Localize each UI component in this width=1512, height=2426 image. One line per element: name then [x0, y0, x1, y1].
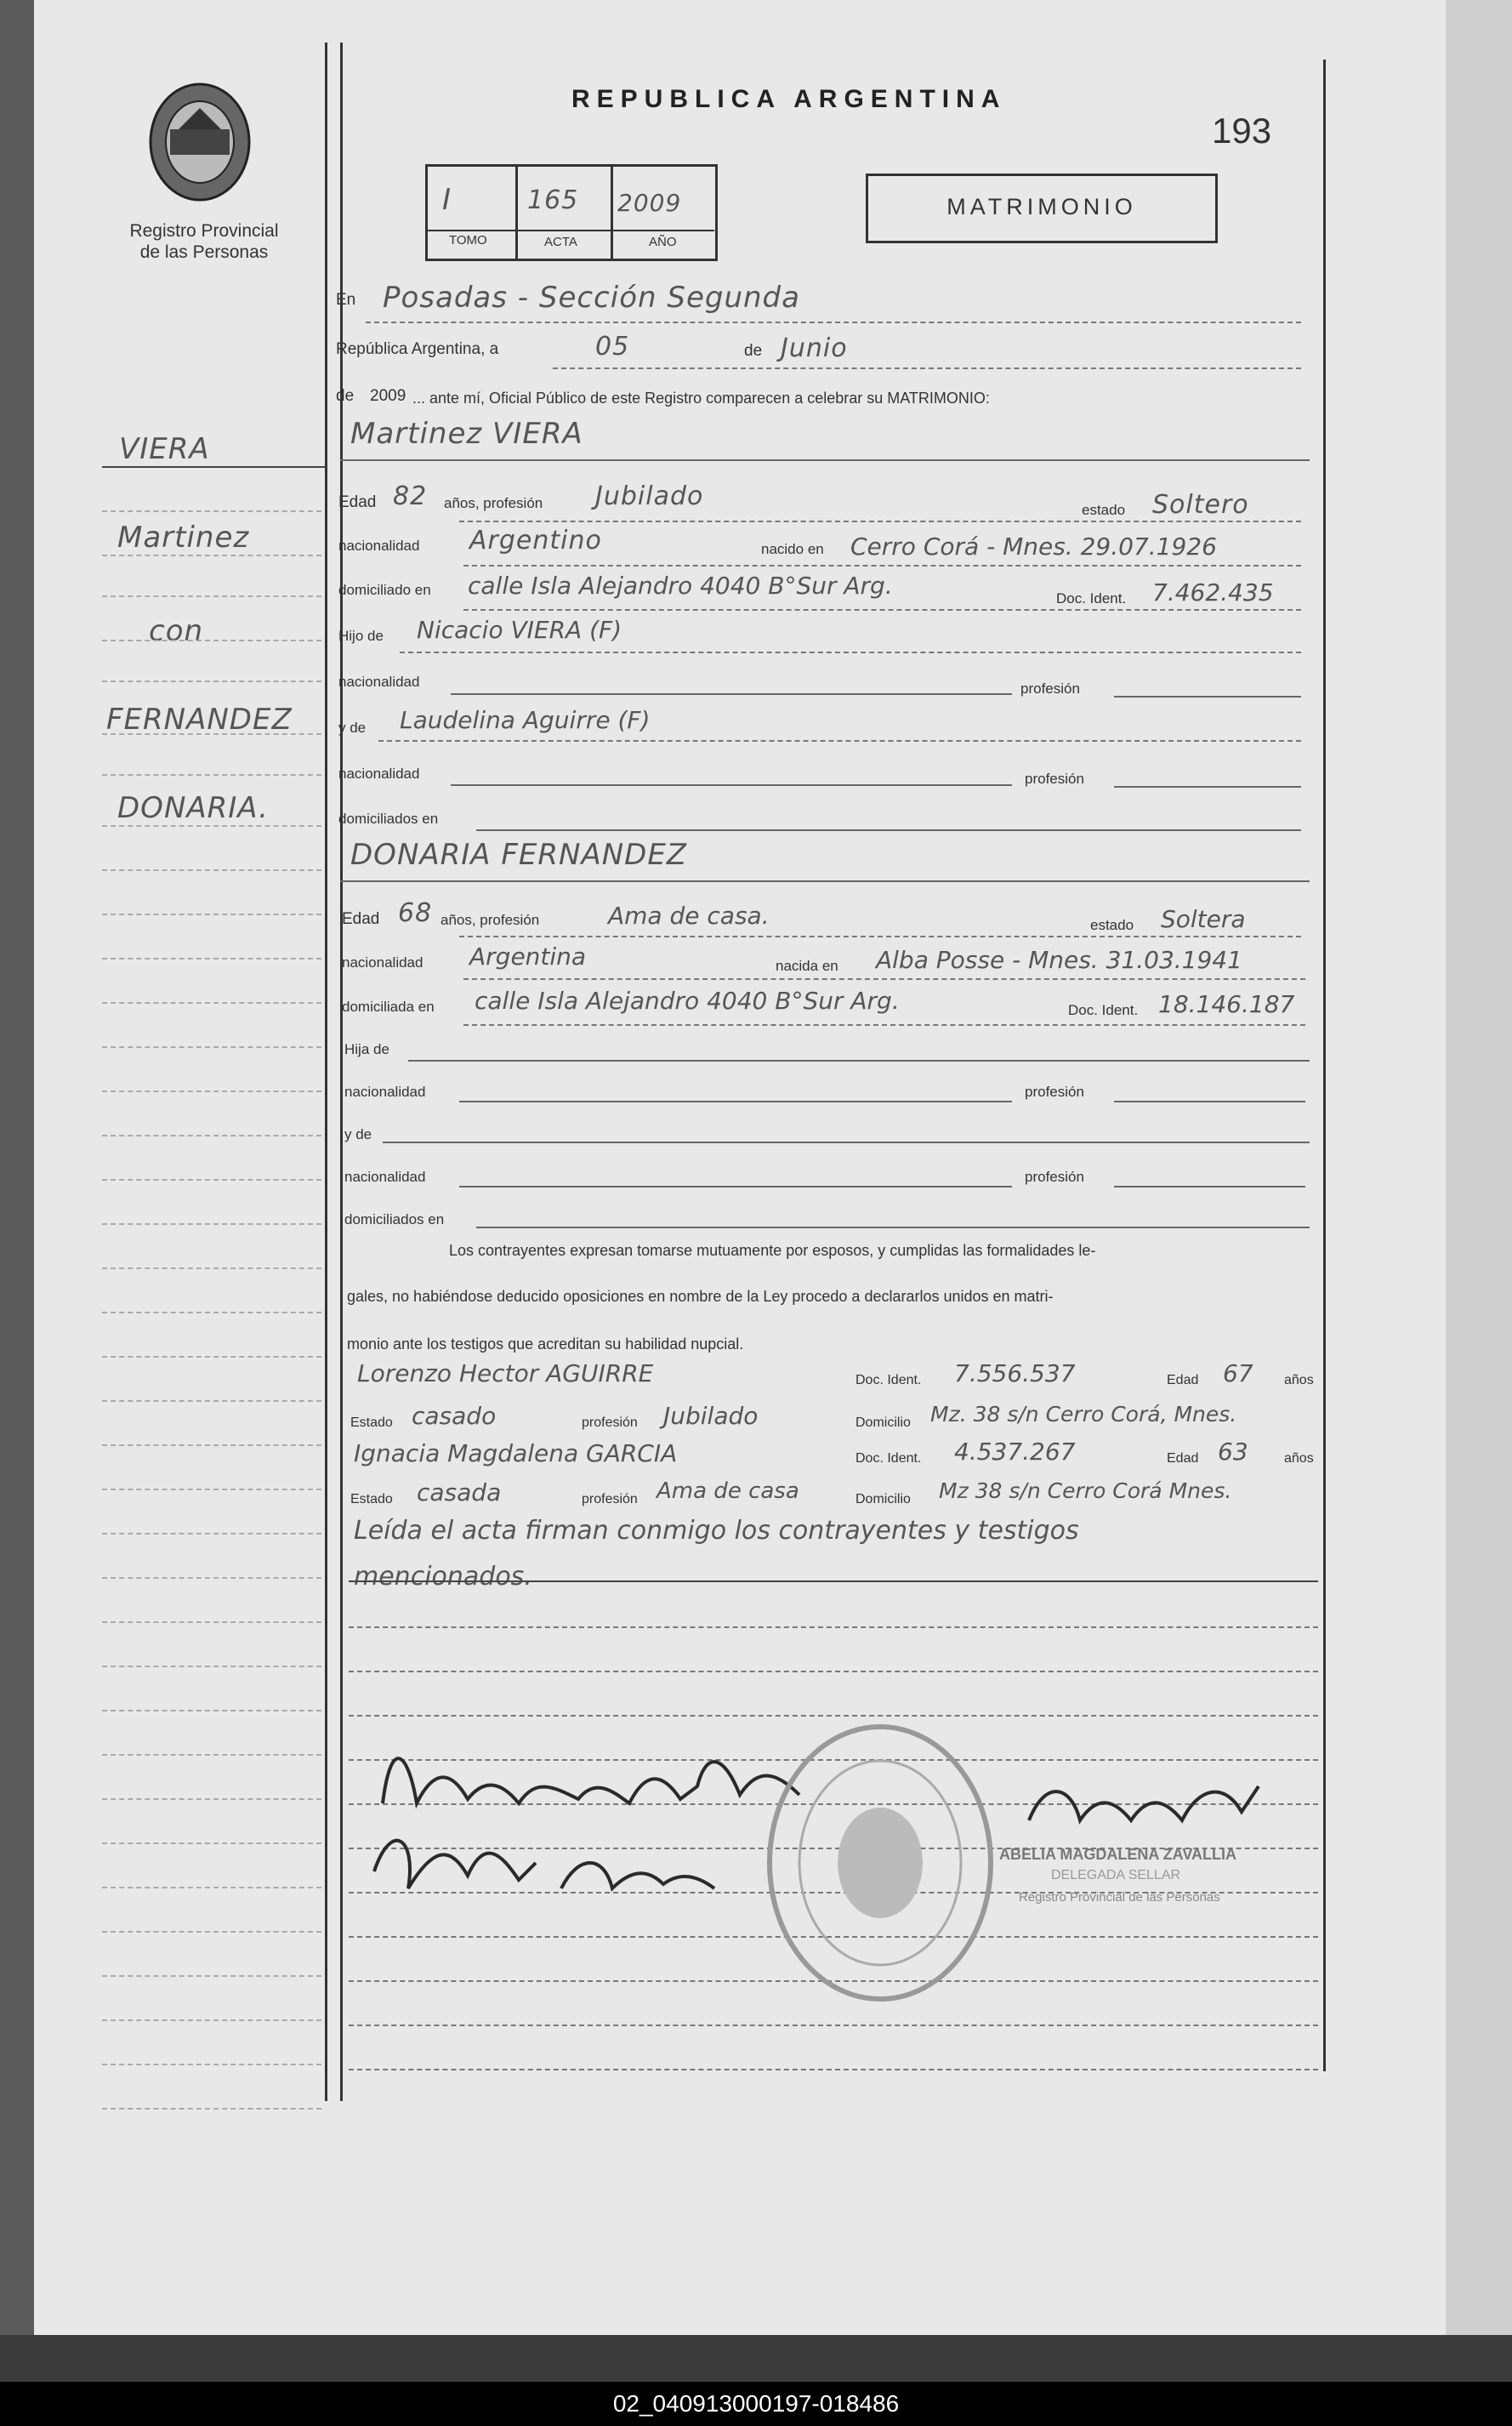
witness2-name: Ignacia Magdalena GARCIA: [354, 1439, 678, 1467]
spouse1-domicilio: calle Isla Alejandro 4040 B°Sur Arg.: [468, 572, 893, 600]
spouse2-nac1-label: nacionalidad: [344, 1084, 426, 1100]
official-name: ABELIA MAGDALENA ZAVALLIA: [999, 1846, 1236, 1863]
spouse1-madre: Laudelina Aguirre (F): [400, 706, 651, 734]
spouse1-profesion-label: años, profesión: [444, 495, 543, 511]
spouse1-nac-padre-label: nacionalidad: [338, 674, 420, 690]
year-prefix: de: [336, 387, 355, 405]
page-number: 193: [1212, 111, 1272, 151]
witness1-profesion-label: profesión: [582, 1415, 638, 1430]
witness1-doc: 7.556.537: [954, 1359, 1076, 1387]
official-signature: [1020, 1769, 1276, 1846]
month: Junio: [781, 333, 848, 363]
day: 05: [595, 332, 630, 362]
spouse2-nacionalidad: Argentina: [469, 942, 587, 971]
witness1-edad-label: Edad: [1167, 1373, 1199, 1387]
witness1-doc-label: Doc. Ident.: [855, 1373, 922, 1387]
margin-spouse1-surname: VIERA: [119, 432, 210, 466]
spouse2-nacionalidad-label: nacionalidad: [342, 954, 423, 971]
spouse1-profesion: Jubilado: [595, 481, 704, 511]
spouse1-yde-label: y de: [338, 720, 367, 736]
record-box-divider: [515, 164, 518, 259]
record-box-divider: [425, 230, 714, 231]
spouse1-doc-label: Doc. Ident.: [1056, 590, 1127, 606]
witness2-doc-label: Doc. Ident.: [855, 1451, 922, 1466]
witness1-estado: casado: [412, 1402, 497, 1430]
spouse2-nacida: Alba Posse - Mnes. 31.03.1941: [876, 946, 1242, 974]
margin-spouse2-name: DONARIA.: [117, 791, 269, 825]
margin-spouse1-name: Martinez: [117, 521, 250, 555]
spouse1-nacionalidad: Argentino: [469, 526, 602, 555]
official-title: DELEGADA SELLAR: [1051, 1868, 1181, 1882]
witness1-estado-label: Estado: [350, 1415, 393, 1430]
spouse2-domiciliados-label: domiciliados en: [344, 1211, 445, 1227]
spouse2-nacida-label: nacida en: [776, 958, 838, 974]
spouse1-prof-padre-label: profesión: [1020, 681, 1080, 697]
year: 2009: [370, 387, 406, 405]
spouse1-padre: Nicacio VIERA (F): [417, 616, 622, 644]
spouse2-nac2-label: nacionalidad: [344, 1169, 426, 1185]
witness2-doc: 4.537.267: [954, 1438, 1076, 1466]
intro-text: ... ante mí, Oficial Público de este Registro comparecen a celebrar su MATRIMONIO:: [412, 390, 990, 407]
witness2-domicilio: Mz 38 s/n Cerro Corá Mnes.: [939, 1478, 1232, 1503]
file-caption: 02_040913000197-018486: [0, 2382, 1512, 2426]
paper-edge: [1446, 0, 1512, 2335]
witness1-anos-label: años: [1284, 1373, 1314, 1387]
statement-line1: Los contrayentes expresan tomarse mutuamente por esposos, y cumplidas las formalidades le-: [449, 1242, 1096, 1259]
spouse2-profesion-label: años, profesión: [441, 912, 540, 928]
en-label: En: [336, 291, 356, 309]
margin-connector: con: [149, 614, 204, 648]
witness1-profesion: Jubilado: [663, 1402, 759, 1430]
republica-label: República Argentina, a: [336, 340, 499, 358]
spouse1-nac-madre-label: nacionalidad: [338, 766, 420, 782]
spouse2-prof2-label: profesión: [1025, 1169, 1084, 1185]
witness2-anos-label: años: [1284, 1451, 1314, 1466]
witness2-profesion-label: profesión: [582, 1492, 638, 1506]
official-seal-icon: [761, 1718, 999, 2007]
de-label: de: [744, 342, 763, 360]
witness1-domicilio-label: Domicilio: [855, 1415, 911, 1430]
spouse2-doc-label: Doc. Ident.: [1068, 1002, 1139, 1018]
right-rule: [1323, 60, 1326, 2071]
spouse2-edad: 68: [398, 898, 433, 928]
ano-value: 2009: [617, 189, 682, 217]
witness1-name: Lorenzo Hector AGUIRRE: [357, 1359, 654, 1387]
closing-line1: Leída el acta firman conmigo los contrayentes y testigos: [354, 1516, 1079, 1546]
spouse1-prof-madre-label: profesión: [1025, 771, 1084, 787]
witness2-profesion: Ama de casa: [657, 1478, 799, 1504]
tomo-label: TOMO: [449, 233, 487, 248]
spouse1-nacido: Cerro Corá - Mnes. 29.07.1926: [850, 532, 1217, 561]
spouse2-full-name: DONARIA FERNANDEZ: [350, 838, 688, 872]
spouse1-nacido-label: nacido en: [761, 541, 824, 557]
statement-line2: gales, no habiéndose deducido oposiciones en nombre de la Ley procedo a declararlos unidos en matri-: [347, 1288, 1054, 1305]
closing-line2: mencionados.: [354, 1562, 532, 1592]
spouse2-domicilio: calle Isla Alejandro 4040 B°Sur Arg.: [475, 987, 900, 1015]
spouse2-estado: Soltera: [1161, 905, 1246, 933]
country-title: REPUBLICA ARGENTINA: [571, 85, 1007, 113]
spouse2-doc: 18.146.187: [1158, 990, 1295, 1018]
spouse2-yde-label: y de: [344, 1126, 372, 1142]
registry-name-line2: de las Personas: [139, 242, 269, 262]
acta-value: 165: [527, 185, 579, 215]
margin-spouse2-surname: FERNANDEZ: [106, 703, 293, 737]
margin-rule-left: [325, 43, 327, 2101]
witness1-edad: 67: [1223, 1359, 1253, 1387]
spouse2-edad-label: Edad: [342, 910, 380, 928]
witness1-domicilio: Mz. 38 s/n Cerro Corá, Mnes.: [930, 1402, 1237, 1427]
spouse1-nacionalidad-label: nacionalidad: [338, 538, 420, 554]
spouse1-edad-label: Edad: [338, 493, 377, 511]
spouse1-estado-label: estado: [1082, 502, 1126, 518]
spouse2-hija-label: Hija de: [344, 1041, 389, 1057]
spouse2-prof1-label: profesión: [1025, 1084, 1084, 1100]
acta-label: ACTA: [544, 235, 577, 249]
spouse1-domicilio-label: domiciliado en: [338, 582, 431, 598]
spouse2-domicilio-label: domiciliada en: [342, 999, 435, 1015]
witness2-estado: casada: [417, 1478, 502, 1506]
ano-label: AÑO: [649, 235, 677, 249]
witness2-domicilio-label: Domicilio: [855, 1492, 911, 1506]
spouse1-estado: Soltero: [1152, 490, 1249, 520]
witness2-edad: 63: [1218, 1438, 1248, 1466]
statement-line3: monio ante los testigos que acreditan su habilidad nupcial.: [347, 1335, 744, 1353]
tomo-value: I: [442, 183, 452, 217]
spouse1-full-name: Martinez VIERA: [350, 417, 583, 451]
spouse1-doc: 7.462.435: [1152, 578, 1274, 606]
spouse2-estado-label: estado: [1090, 917, 1134, 933]
place: Posadas - Sección Segunda: [383, 281, 800, 315]
official-org: Registro Provincial de las Personas: [1019, 1890, 1220, 1905]
spouse1-hijo-label: Hijo de: [338, 628, 384, 644]
witness2-edad-label: Edad: [1167, 1451, 1199, 1466]
spouse1-edad: 82: [393, 481, 428, 511]
spouse1-domiciliados-label: domiciliados en: [338, 811, 439, 827]
witness2-estado-label: Estado: [350, 1492, 393, 1506]
record-box-divider: [611, 164, 613, 259]
coat-of-arms-icon: [145, 78, 255, 206]
spouse2-profesion: Ama de casa.: [608, 902, 770, 930]
scanner-bottom: [0, 2335, 1512, 2382]
registry-name-line1: Registro Provincial: [129, 221, 279, 241]
doc-type: MATRIMONIO: [946, 194, 1137, 219]
